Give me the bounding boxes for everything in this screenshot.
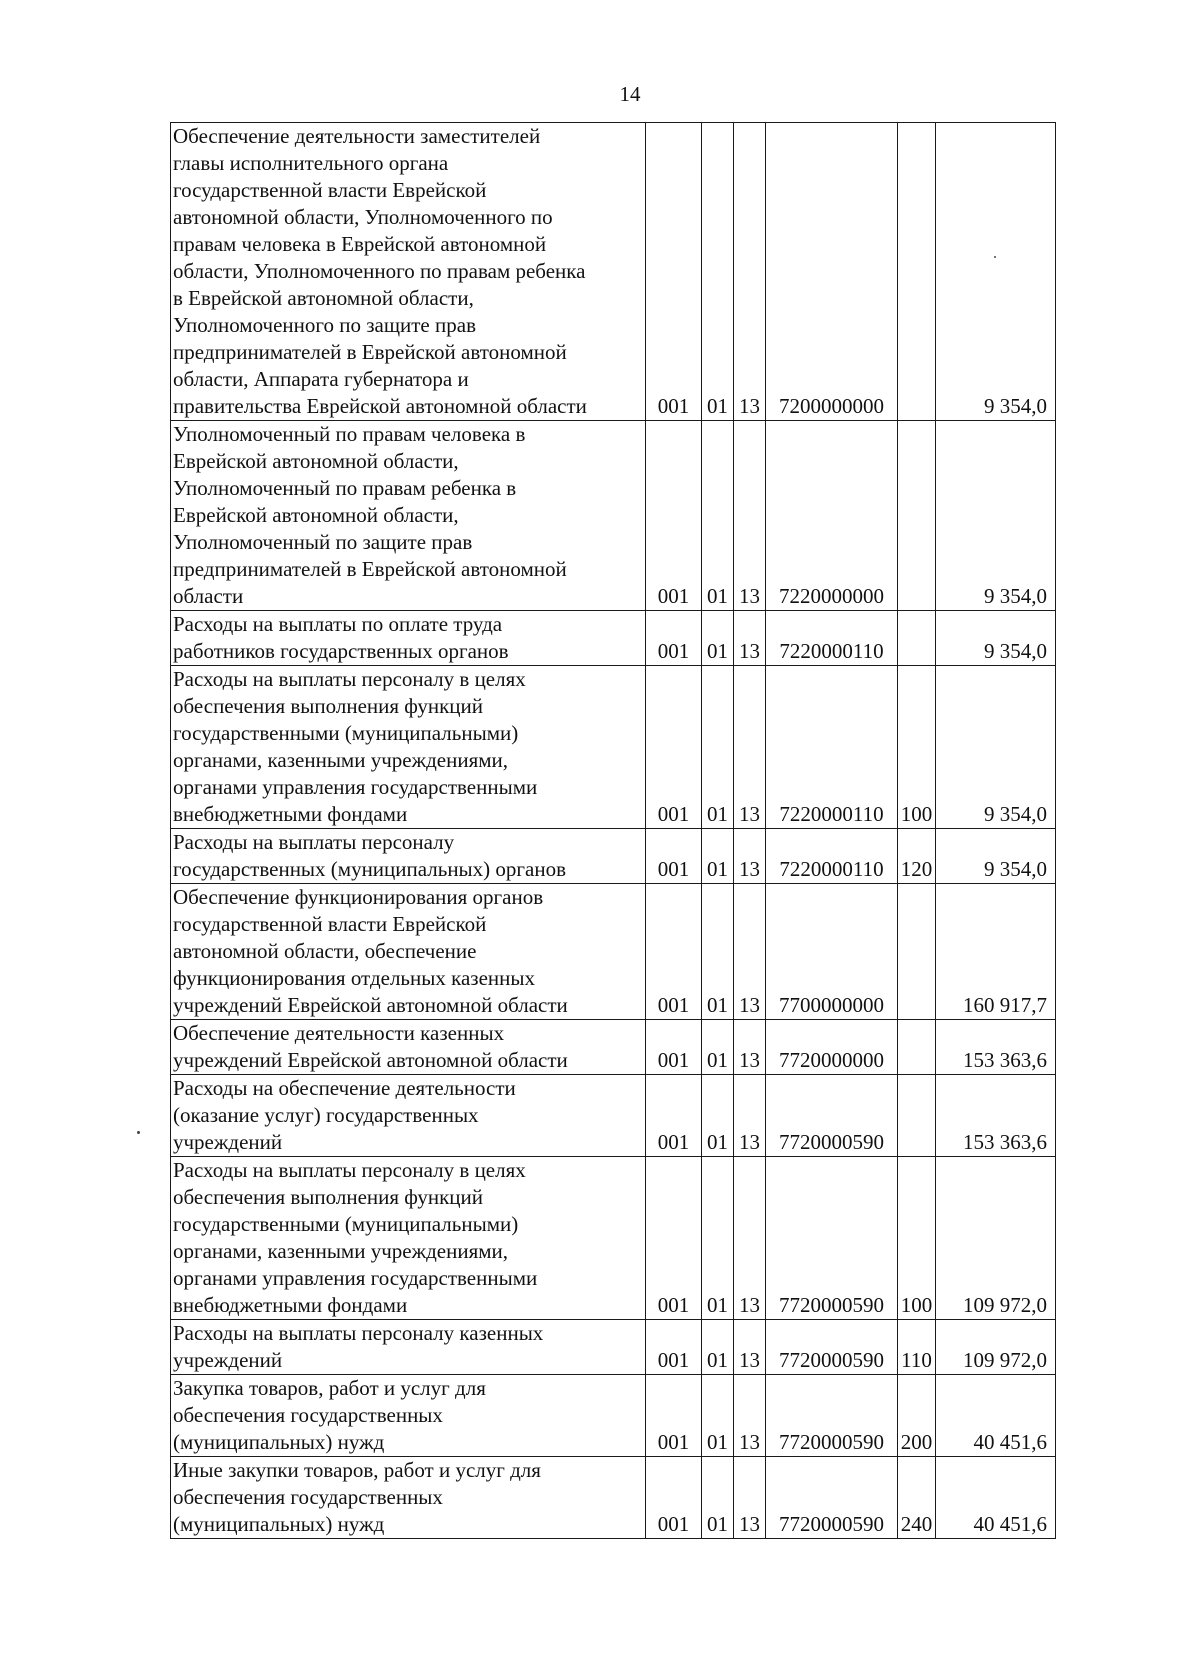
target-article-cell: 7220000110 [766,611,898,666]
ministry-code-cell: 001 [646,884,702,1020]
table-row [171,829,1056,884]
target-article-cell: 7720000590 [766,1075,898,1157]
ministry-code-cell: 001 [646,123,702,421]
table-body [171,123,1056,1539]
amount-cell: 9 354,0 [936,666,1056,829]
section-code-cell: 01 [702,666,734,829]
row-name-cell: Расходы на выплаты персоналу казенных учреждений [171,1320,646,1375]
expense-type-cell: 120 [898,829,936,884]
target-article-cell: 7720000590 [766,1157,898,1320]
amount-cell: 9 354,0 [936,123,1056,421]
ministry-code-cell: 001 [646,1157,702,1320]
table-row [171,1157,1056,1320]
section-code-cell: 01 [702,1157,734,1320]
section-code-cell: 01 [702,123,734,421]
table-row [171,123,1056,421]
expense-type-cell [898,611,936,666]
target-article-cell: 7720000000 [766,1020,898,1075]
row-name-cell: Закупка товаров, работ и услуг для обеспечения государственных (муниципальных) нужд [171,1375,646,1457]
row-name-cell: Расходы на выплаты персоналу государственных (муниципальных) органов [171,829,646,884]
expense-type-cell [898,1020,936,1075]
expense-type-cell [898,123,936,421]
expense-type-cell: 240 [898,1457,936,1539]
expense-type-cell [898,884,936,1020]
subsection-code-cell: 13 [734,421,766,611]
subsection-code-cell: 13 [734,611,766,666]
target-article-cell: 7720000590 [766,1320,898,1375]
subsection-code-cell: 13 [734,1375,766,1457]
section-code-cell: 01 [702,1075,734,1157]
row-name-cell: Обеспечение деятельности казенных учреждений Еврейской автономной области [171,1020,646,1075]
target-article-cell: 7220000110 [766,829,898,884]
row-name-cell: Обеспечение деятельности заместителей главы исполнительного органа государственной власти Еврейской автономной области, Уполномоченного по правам человека в Еврейской автономной области, Уполномоченного по правам ребенка в Еврейской автономной области, Уполномоченного по защите прав предпринимателей в Еврейской автономной области, Аппарата губернатора и правительства Еврейской автономной области [171,123,646,421]
expense-type-cell [898,1075,936,1157]
budget-table [170,122,1056,1539]
row-name-cell: Уполномоченный по правам человека в Еврейской автономной области, Уполномоченный по правам ребенка в Еврейской автономной области, Уполномоченный по защите прав предпринимателей в Еврейской автономной области [171,421,646,611]
target-article-cell: 7720000590 [766,1457,898,1539]
ministry-code-cell: 001 [646,1075,702,1157]
subsection-code-cell: 13 [734,1020,766,1075]
section-code-cell: 01 [702,1375,734,1457]
ministry-code-cell: 001 [646,1320,702,1375]
section-code-cell: 01 [702,421,734,611]
subsection-code-cell: 13 [734,1320,766,1375]
amount-cell: 109 972,0 [936,1157,1056,1320]
amount-cell: 160 917,7 [936,884,1056,1020]
target-article-cell: 7220000110 [766,666,898,829]
table-row [171,1320,1056,1375]
amount-cell: 153 363,6 [936,1075,1056,1157]
amount-cell: 9 354,0 [936,829,1056,884]
table-row [171,666,1056,829]
subsection-code-cell: 13 [734,1457,766,1539]
ministry-code-cell: 001 [646,421,702,611]
table-row [171,1075,1056,1157]
subsection-code-cell: 13 [734,123,766,421]
section-code-cell: 01 [702,884,734,1020]
row-name-cell: Расходы на выплаты персоналу в целях обеспечения выполнения функций государственными (муниципальными) органами, казенными учреждениями, органами управления государственными внебюджетными фондами [171,666,646,829]
table-row [171,421,1056,611]
section-code-cell: 01 [702,1320,734,1375]
subsection-code-cell: 13 [734,1075,766,1157]
page-number: 14 [619,82,641,106]
table-row [171,1457,1056,1539]
row-name-cell: Расходы на выплаты по оплате труда работников государственных органов [171,611,646,666]
table-row [171,1020,1056,1075]
ministry-code-cell: 001 [646,1457,702,1539]
amount-cell: 9 354,0 [936,421,1056,611]
amount-cell: 109 972,0 [936,1320,1056,1375]
section-code-cell: 01 [702,829,734,884]
section-code-cell: 01 [702,1020,734,1075]
ministry-code-cell: 001 [646,611,702,666]
table-row [171,611,1056,666]
row-name-cell: Обеспечение функционирования органов государственной власти Еврейской автономной области, обеспечение функционирования отдельных казенных учреждений Еврейской автономной области [171,884,646,1020]
table-row [171,1375,1056,1457]
amount-cell: 40 451,6 [936,1457,1056,1539]
expense-type-cell [898,421,936,611]
table-row [171,884,1056,1020]
expense-type-cell: 200 [898,1375,936,1457]
ministry-code-cell: 001 [646,1375,702,1457]
amount-cell: 40 451,6 [936,1375,1056,1457]
target-article-cell: 7220000000 [766,421,898,611]
target-article-cell: 7700000000 [766,884,898,1020]
ministry-code-cell: 001 [646,666,702,829]
row-name-cell: Расходы на выплаты персоналу в целях обеспечения выполнения функций государственными (муниципальными) органами, казенными учреждениями, органами управления государственными внебюджетными фондами [171,1157,646,1320]
section-code-cell: 01 [702,1457,734,1539]
amount-cell: 153 363,6 [936,1020,1056,1075]
expense-type-cell: 110 [898,1320,936,1375]
section-code-cell: 01 [702,611,734,666]
ministry-code-cell: 001 [646,1020,702,1075]
subsection-code-cell: 13 [734,829,766,884]
row-name-cell: Иные закупки товаров, работ и услуг для обеспечения государственных (муниципальных) нужд [171,1457,646,1539]
target-article-cell: 7720000590 [766,1375,898,1457]
target-article-cell: 7200000000 [766,123,898,421]
scan-speck [137,1131,140,1134]
amount-cell: 9 354,0 [936,611,1056,666]
ministry-code-cell: 001 [646,829,702,884]
row-name-cell: Расходы на обеспечение деятельности (оказание услуг) государственных учреждений [171,1075,646,1157]
subsection-code-cell: 13 [734,666,766,829]
expense-type-cell: 100 [898,1157,936,1320]
expense-type-cell: 100 [898,666,936,829]
subsection-code-cell: 13 [734,1157,766,1320]
subsection-code-cell: 13 [734,884,766,1020]
